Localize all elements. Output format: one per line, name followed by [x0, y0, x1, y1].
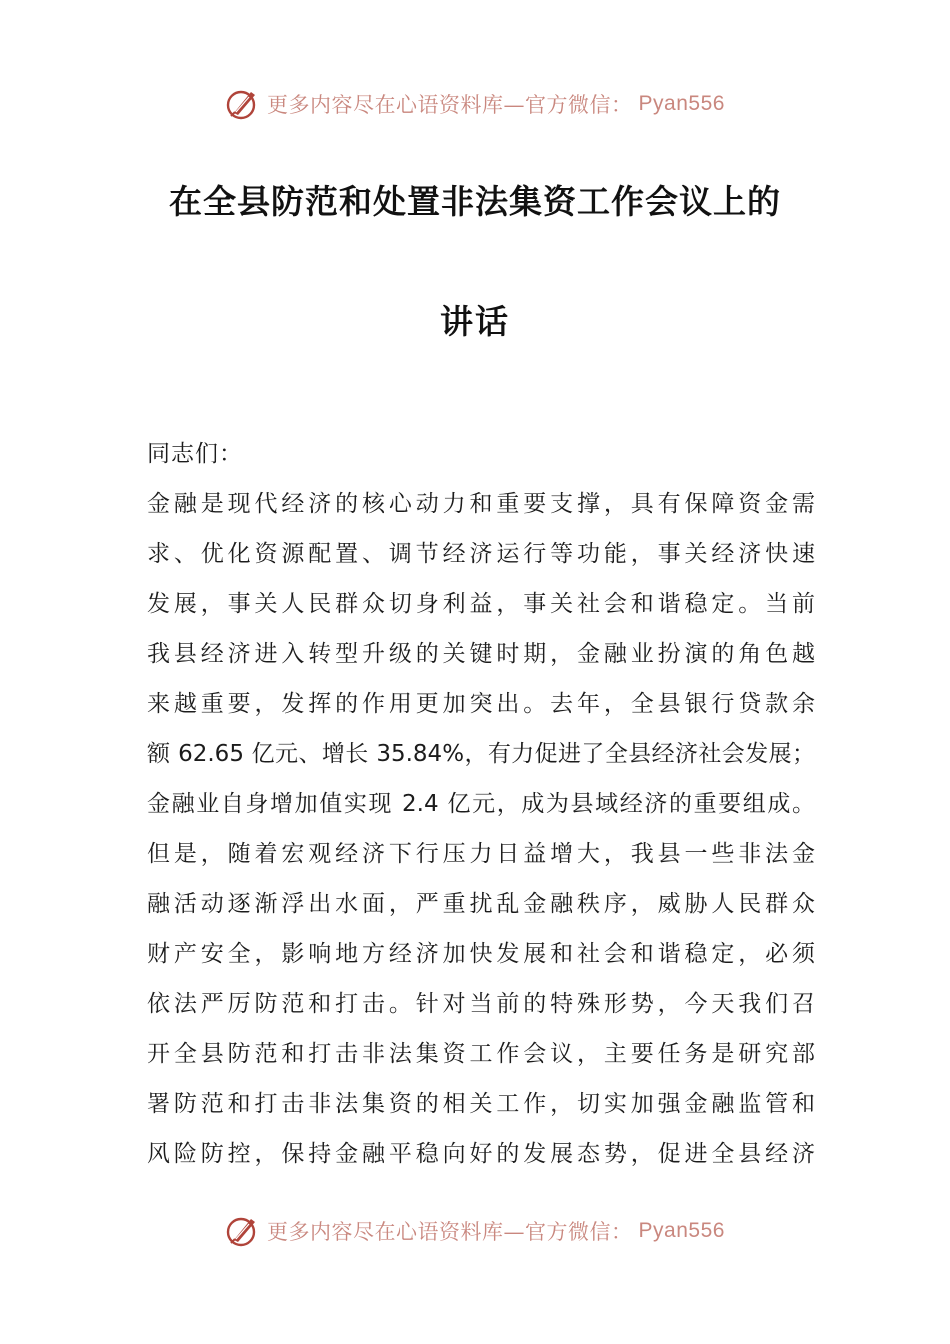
header-watermark: [0, 84, 950, 124]
paragraph-line: 额 62.65 亿元、增长 35.84%，有力促进了全县经济社会发展；: [147, 741, 815, 767]
paragraph-line: 来越重要，发挥的作用更加突出。去年，全县银行贷款余: [147, 691, 815, 717]
paragraph-line: 我县经济进入转型升级的关键时期，金融业扮演的角色越: [147, 641, 815, 667]
watermark-text: 更多内容尽在心语资料库—官方微信：: [267, 1220, 633, 1244]
footer-watermark: [0, 1211, 950, 1251]
paragraph-line: 融活动逐渐浮出水面，严重扰乱金融秩序，威胁人民群众: [147, 891, 815, 917]
document-body: [147, 429, 815, 1179]
document-title-line-1: 在全县防范和处置非法集资工作会议上的: [169, 182, 781, 221]
paragraph-line: 金融业自身增加值实现 2.4 亿元，成为县域经济的重要组成。: [147, 791, 815, 817]
paragraph-line: 开全县防范和打击非法集资工作会议，主要任务是研究部: [147, 1041, 815, 1067]
watermark-wechat-id: Pyan556: [638, 92, 725, 115]
watermark-wechat-id: Pyan556: [638, 1219, 725, 1242]
document-title-line-2: 讲话: [440, 302, 510, 341]
paragraph-line: 但是，随着宏观经济下行压力日益增大，我县一些非法金: [147, 841, 815, 867]
pen-quill-logo-icon: [225, 1213, 261, 1249]
greeting: 同志们：: [147, 441, 243, 467]
paragraph-line: 发展，事关人民群众切身利益，事关社会和谐稳定。当前: [147, 591, 815, 617]
paragraph-line: 依法严厉防范和打击。针对当前的特殊形势，今天我们召: [147, 991, 815, 1017]
paragraph-line: 财产安全，影响地方经济加快发展和社会和谐稳定，必须: [147, 941, 815, 967]
paragraph-line: 求、优化资源配置、调节经济运行等功能，事关经济快速: [147, 541, 815, 567]
paragraph-line: 风险防控，保持金融平稳向好的发展态势，促进全县经济: [147, 1141, 815, 1167]
paragraph-line: 金融是现代经济的核心动力和重要支撑，具有保障资金需: [147, 491, 815, 517]
paragraph-line: 署防范和打击非法集资的相关工作，切实加强金融监管和: [147, 1091, 815, 1117]
pen-quill-logo-icon: [225, 86, 261, 122]
watermark-text: 更多内容尽在心语资料库—官方微信：: [267, 93, 633, 117]
